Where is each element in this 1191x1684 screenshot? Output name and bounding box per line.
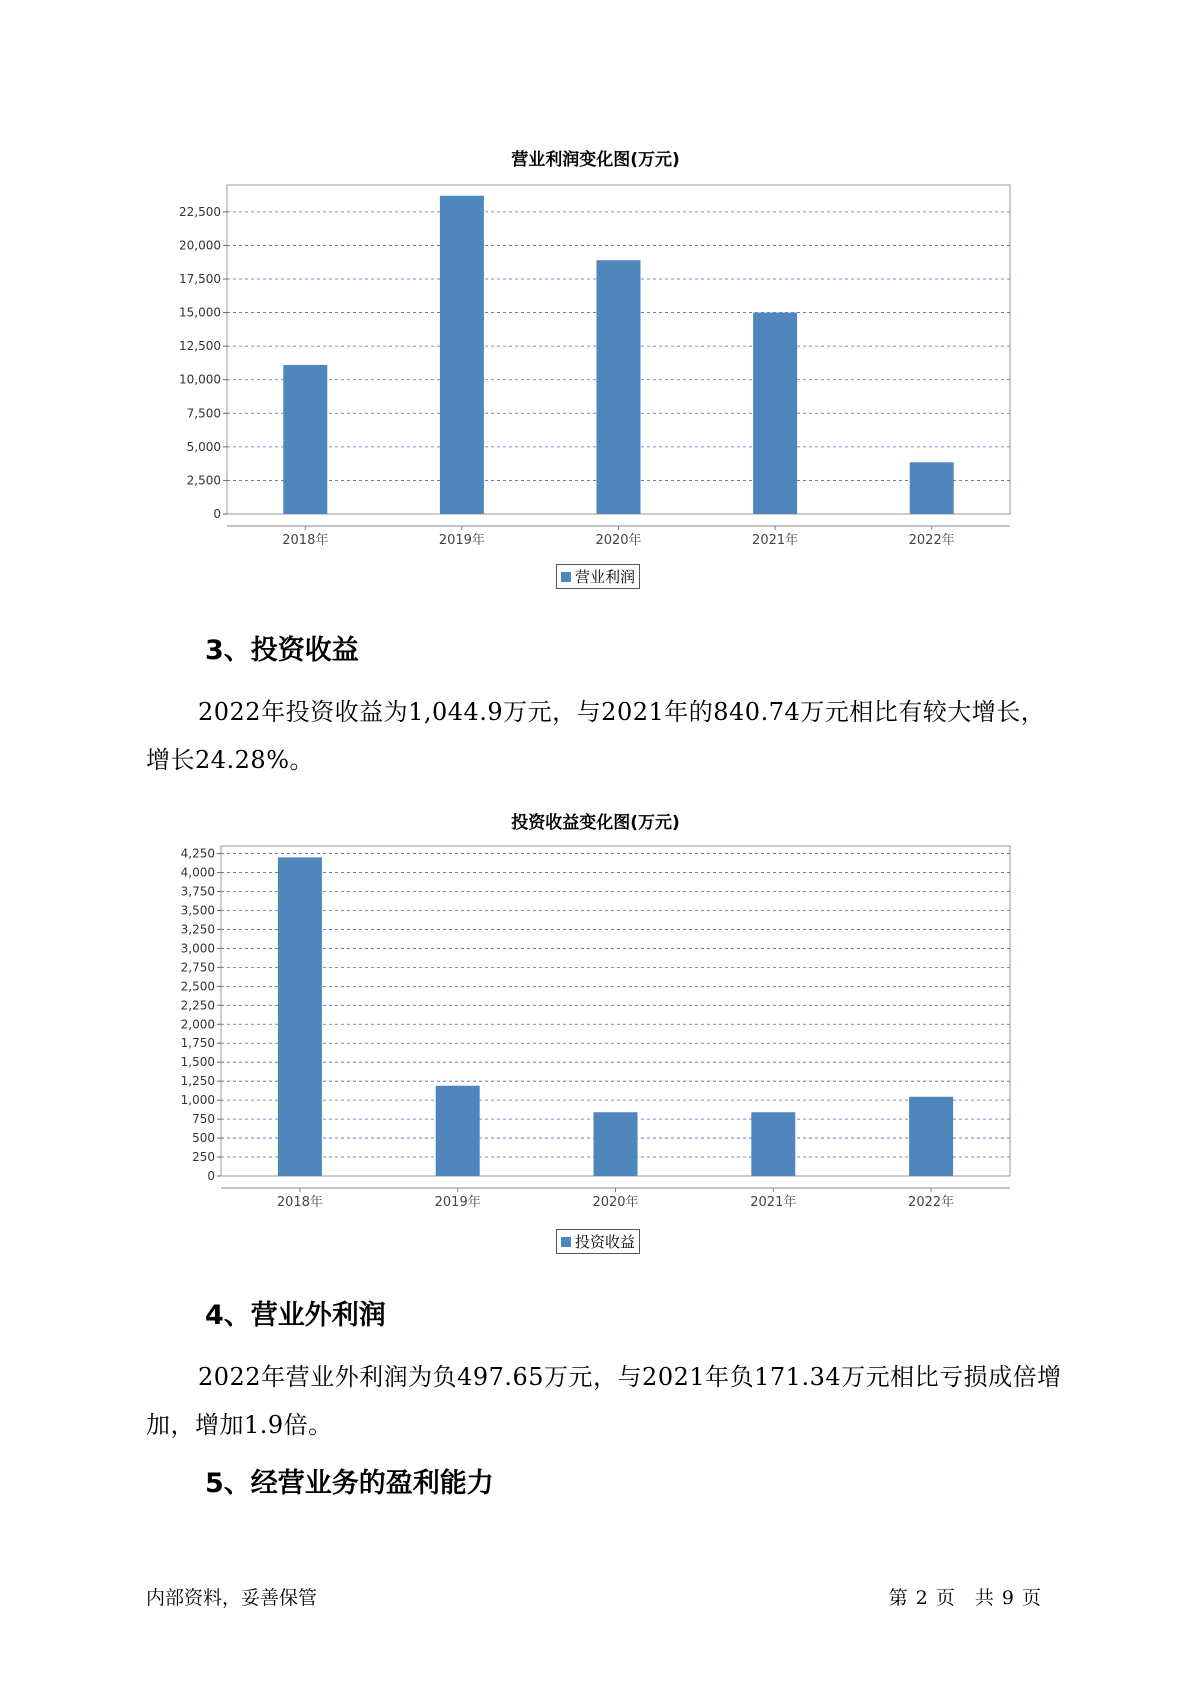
y-tick-label: 12,500 xyxy=(179,339,221,354)
page-unit: 页 xyxy=(935,1587,955,1609)
y-tick-label: 3,500 xyxy=(180,903,215,918)
y-tick-label: 1,500 xyxy=(180,1055,215,1070)
total-prefix: 共 xyxy=(974,1587,994,1609)
total-unit: 页 xyxy=(1021,1587,1041,1609)
y-tick-label: 4,250 xyxy=(180,846,215,861)
y-tick-label: 0 xyxy=(207,1169,215,1183)
y-tick-label: 1,750 xyxy=(180,1036,215,1051)
y-tick-label: 17,500 xyxy=(179,272,221,286)
y-tick-label: 4,000 xyxy=(180,865,215,880)
footer-confidential-note: 内部资料，妥善保管 xyxy=(146,1587,318,1609)
y-tick-label: 500 xyxy=(192,1131,215,1146)
x-tick-label: 2022年 xyxy=(908,1195,955,1210)
section3-body: 2022年投资收益为1,044.9万元，与2021年的840.74万元相比有较大增长，增长24.28%。 xyxy=(146,698,1046,774)
x-tick-label: 2019年 xyxy=(434,1195,481,1210)
chart1-title: 营业利润变化图(万元) xyxy=(511,150,680,170)
x-tick-label: 2020年 xyxy=(592,1195,639,1210)
section4-heading: 4、营业外利润 xyxy=(205,1300,386,1331)
page-prefix: 第 xyxy=(888,1587,908,1609)
total-pages: 9 xyxy=(1001,1587,1014,1609)
x-tick-label: 2022年 xyxy=(908,533,955,548)
y-tick-label: 5,000 xyxy=(186,439,221,454)
y-tick-label: 3,250 xyxy=(180,922,215,937)
y-tick-label: 22,500 xyxy=(179,204,221,219)
bar-2018年 xyxy=(278,857,322,1176)
x-tick-label: 2021年 xyxy=(752,533,799,548)
page-number: 2 xyxy=(915,1587,928,1609)
y-tick-label: 3,000 xyxy=(180,941,215,956)
y-tick-label: 2,500 xyxy=(180,979,215,994)
y-tick-label: 2,000 xyxy=(180,1017,215,1032)
y-tick-label: 250 xyxy=(192,1150,215,1165)
y-tick-label: 750 xyxy=(192,1112,215,1127)
y-tick-label: 2,500 xyxy=(186,473,221,488)
section5-heading: 5、经营业务的盈利能力 xyxy=(205,1468,494,1499)
y-tick-label: 3,750 xyxy=(180,884,215,899)
legend-swatch xyxy=(561,1237,571,1247)
y-tick-label: 7,500 xyxy=(186,406,221,421)
y-tick-label: 10,000 xyxy=(179,372,221,387)
x-tick-label: 2019年 xyxy=(438,533,485,548)
bar-2020年 xyxy=(594,1112,638,1176)
y-tick-label: 15,000 xyxy=(179,305,221,320)
chart2-legend-label: 投资收益 xyxy=(575,1233,636,1251)
y-tick-label: 20,000 xyxy=(179,238,221,253)
bar-2021年 xyxy=(751,1112,795,1176)
y-tick-label: 1,250 xyxy=(180,1074,215,1089)
bar-2019年 xyxy=(436,1086,480,1176)
section4-body: 2022年营业外利润为负497.65万元，与2021年负171.34万元相比亏损成倍增加，增加1.9倍。 xyxy=(146,1363,1062,1439)
bar-2022年 xyxy=(909,1097,953,1176)
chart2-title: 投资收益变化图(万元) xyxy=(511,813,680,833)
footer-page-indicator xyxy=(885,1583,1045,1610)
chart1-legend-label: 营业利润 xyxy=(575,568,636,586)
y-tick-label: 1,000 xyxy=(180,1093,215,1108)
x-tick-label: 2021年 xyxy=(750,1195,797,1210)
chart2-legend xyxy=(556,1229,640,1254)
y-tick-label: 2,250 xyxy=(180,998,215,1013)
x-tick-label: 2018年 xyxy=(282,533,329,548)
x-tick-label: 2018年 xyxy=(276,1195,323,1210)
x-tick-label: 2020年 xyxy=(595,533,642,548)
section3-heading: 3、投资收益 xyxy=(205,635,359,666)
y-tick-label: 2,750 xyxy=(180,960,215,975)
y-tick-label: 0 xyxy=(213,507,221,521)
